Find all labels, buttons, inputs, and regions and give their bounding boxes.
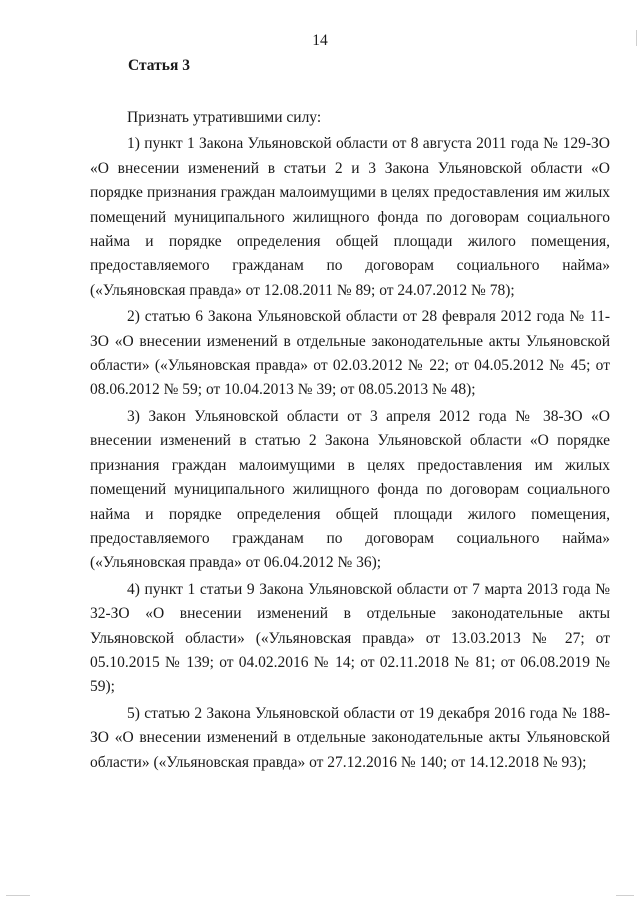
scan-edge-mark — [616, 895, 634, 896]
repeal-item-2: 2) статью 6 Закона Ульяновской области от 28 февраля 2012 года № 11-ЗО «О внесении изменений в отдельные законодательные акты Ульяновской области» («Ульяновская правда» от 02.03.2012 № 22; от 04.05.2012 № 45; от 08.06.2012 № 59; от 10.04.2013 № 39; от 08.05.2013 № 48); — [90, 308, 610, 399]
repeal-item-1: 1) пункт 1 Закона Ульяновской области от 8 августа 2011 года № 129-ЗО «О внесении изменений в статьи 2 и 3 Закона Ульяновской области «О порядке признания граждан малоимущими в целях предоставления им жилых помещений муниципального жилищного фонда по договорам социального найма и порядке определения общей площади жилого помещения, предоставляемого гражданам по договорам социального найма» («Ульяновская правда» от 12.08.2011 № 89; от 24.07.2012 № 78); — [90, 135, 610, 299]
scan-edge-mark — [636, 30, 637, 46]
repeal-item-5: 5) статью 2 Закона Ульяновской области от 19 декабря 2016 года № 188-ЗО «О внесении изменений в отдельные законодательные акты Ульяновской области» («Ульяновская правда» от 27.12.2016 № 140; от 14.12.2018 № 93); — [90, 704, 610, 771]
article-heading: Статья 3 — [128, 57, 190, 74]
repeal-item-3: 3) Закон Ульяновской области от 3 апреля 2012 года № 38-ЗО «О внесении изменений в статью 2 Закона Ульяновской области «О порядке признания граждан малоимущими в целях предоставления им жилых помещений муниципального жилищного фонда по договорам социального найма и порядке определения общей площади жилого помещения, предоставляемого гражданам по договорам социального найма» («Ульяновская правда» от 06.04.2012 № 36); — [90, 407, 610, 572]
page-number: 14 — [312, 32, 328, 49]
article-intro: Признать утратившими силу: — [127, 109, 322, 126]
scan-edge-mark — [6, 895, 30, 896]
article-body — [90, 106, 610, 775]
repeal-item-4: 4) пункт 1 статьи 9 Закона Ульяновской области от 7 марта 2013 года № 32-ЗО «О внесении изменений в отдельные законодательные акты Ульяновской области» («Ульяновская правда» от 13.03.2013 № 27; от 05.10.2015 № 139; от 04.02.2016 № 14; от 02.11.2018 № 81; от 06.08.2019 № 59); — [90, 580, 610, 696]
